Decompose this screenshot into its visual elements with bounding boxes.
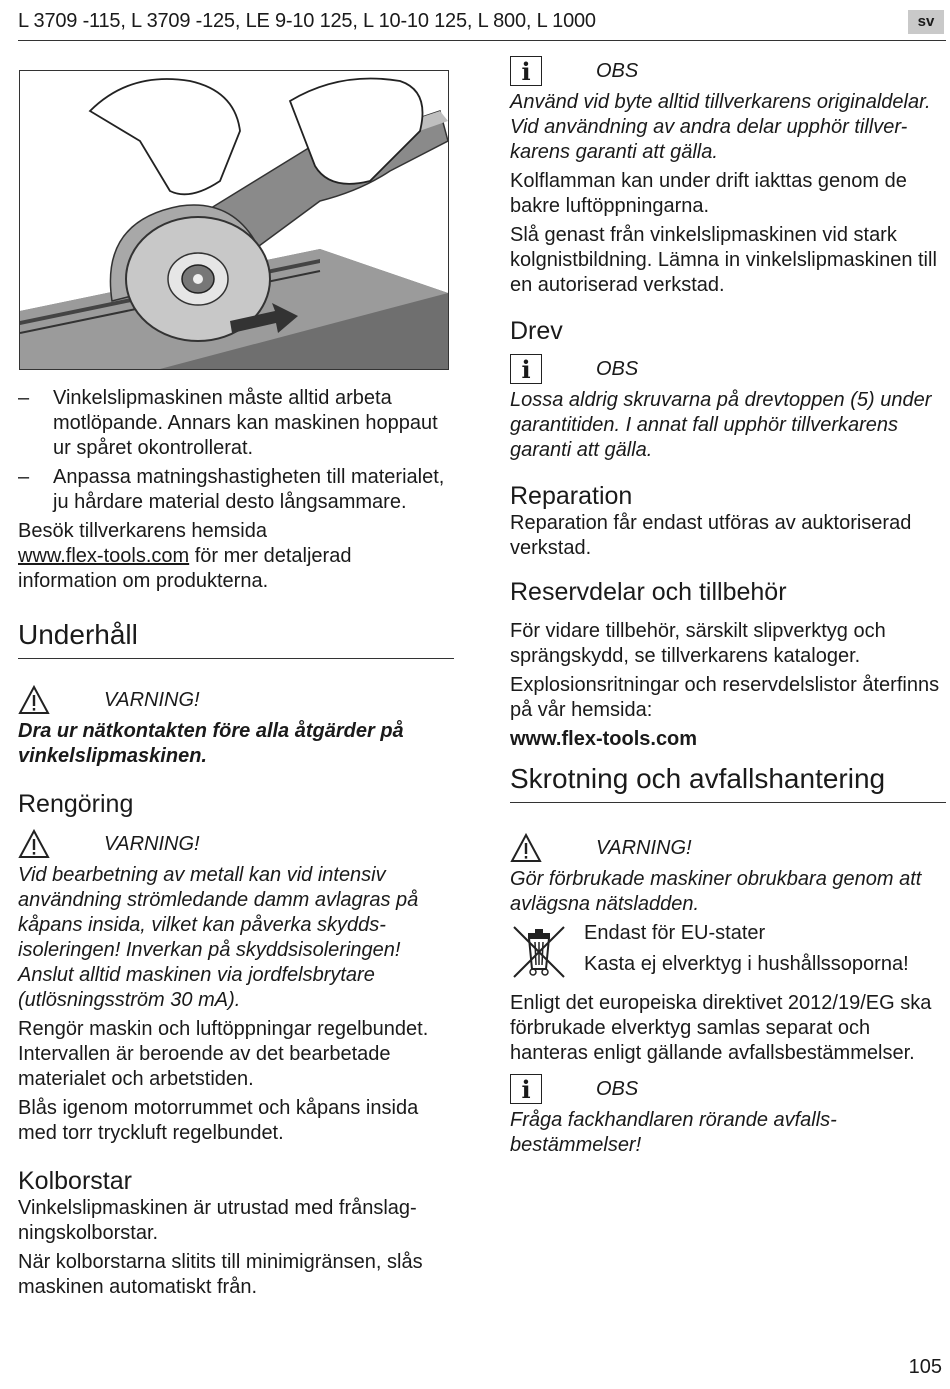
eu-disposal-text: [584, 921, 909, 981]
disposal-note-row: [510, 1074, 946, 1104]
dash-bullet: –: [18, 466, 30, 488]
gear-note-row: [510, 354, 946, 384]
cleaning-paragraph-1: Rengör maskin och luftöppningar regelbundet. Intervallen är beroende av det bearbetade materialet och arbetstiden.: [18, 1018, 429, 1090]
note-label: OBS: [596, 1077, 639, 1100]
warning-label: VARNING!: [596, 836, 692, 859]
note-label: OBS: [596, 59, 639, 82]
dash-bullet: –: [18, 387, 30, 409]
crossed-out-wheelie-bin-icon: [510, 921, 568, 979]
gear-heading: Drev: [510, 317, 563, 345]
eu-only-line: Endast för EU-stater: [584, 922, 766, 944]
warning-icon: [18, 829, 50, 859]
info-icon: i: [510, 1074, 542, 1104]
note-label: OBS: [596, 357, 639, 380]
parts-paragraph-2: Explosionsritningar och reservdelslistor återfinns på vår hemsida:: [510, 674, 940, 721]
parts-paragraph-1: För vidare tillbehör, särskilt slipverktyg och sprängskydd, se tillverkarens kataloger.: [510, 620, 886, 667]
brushes-paragraph-2: När kolborstarna slitits till minimigränsen, slås maskinen automatiskt från.: [18, 1251, 423, 1298]
maintenance-warning-row: [18, 685, 454, 715]
parts-heading: Reservdelar och tillbehör: [510, 578, 787, 606]
brush-spark-warning-paragraph: Slå genast från vinkelslipmaskinen vid stark kolgnistbildning. Lämna in vinkelslipmaskinen till en autoriserad verkstad.: [510, 224, 937, 296]
repair-heading: Reparation: [510, 482, 633, 510]
brushes-heading: Kolborstar: [18, 1167, 132, 1195]
disposal-note-text: Fråga fackhandlaren rörande avfalls-bestämmelser!: [510, 1109, 837, 1156]
cleaning-paragraph-2: Blås igenom motorrummet och kåpans insida med torr tryckluft regelbundet.: [18, 1097, 419, 1144]
cleaning-warning-row: [18, 829, 454, 859]
cleaning-heading: Rengöring: [18, 790, 134, 818]
warning-label: VARNING!: [104, 688, 200, 711]
maintenance-warning-text: Dra ur nätkontakten före alla åtgärder på vinkelslipmaskinen.: [18, 720, 404, 767]
instruction-list: [18, 386, 454, 515]
disposal-heading: Skrotning och avfallshantering: [510, 762, 946, 803]
language-badge: sv: [908, 10, 944, 34]
warning-label: VARNING!: [104, 832, 200, 855]
list-item-text: Vinkelslipmaskinen måste alltid arbeta motlöpande. Annars kan maskinen hoppaut ur spåret okontrollerat.: [53, 387, 438, 459]
brush-spark-paragraph: Kolflamman kan under drift iakttas genom de bakre luftöppningarna.: [510, 170, 907, 217]
list-item: [18, 386, 454, 461]
disposal-warning-text: Gör förbrukade maskiner obrukbara genom att avlägsna nätsladden.: [510, 868, 922, 915]
website-link[interactable]: www.flex-tools.com: [18, 545, 190, 567]
page-number: 105: [908, 1356, 942, 1378]
maintenance-heading: Underhåll: [18, 618, 454, 659]
household-waste-line: Kasta ej elverktyg i hushållssoporna!: [584, 953, 909, 975]
warning-icon: [510, 833, 542, 863]
gear-note-text: Lossa aldrig skruvarna på drevtoppen (5) under garantitiden. I annat fall upphör tillverkarens garanti att gälla.: [510, 389, 932, 461]
parts-url[interactable]: www.flex-tools.com: [510, 728, 698, 750]
header-title: L 3709 -115, L 3709 -125, LE 9-10 125, L 10-10 125, L 800, L 1000: [18, 10, 596, 32]
angle-grinder-drawing: [20, 71, 448, 369]
left-column: [18, 70, 454, 1304]
eu-disposal-row: [510, 921, 946, 981]
visit-prefix: Besök tillverkarens hemsida: [18, 520, 267, 542]
page-header: [18, 8, 946, 41]
list-item: [18, 465, 454, 515]
note-text: Använd vid byte alltid tillverkarens originaldelar. Vid användning av andra delar upphör tillver-karens garanti att gälla.: [510, 91, 931, 163]
disposal-warning-row: [510, 833, 946, 863]
visit-website-paragraph: [18, 519, 454, 594]
list-item-text: Anpassa matningshastigheten till materialet, ju hårdare material desto långsammare.: [53, 466, 445, 513]
info-icon: i: [510, 56, 542, 86]
right-column: [510, 56, 946, 1162]
angle-grinder-illustration: [19, 70, 449, 370]
brushes-paragraph-1: Vinkelslipmaskinen är utrustad med frånslag-ningskolborstar.: [18, 1197, 417, 1244]
cleaning-warning-text: Vid bearbetning av metall kan vid intensiv användning strömledande damm avlagras på kåpans insida, vilket kan påverka skydds-isoleringen! Inverkan på skyddsisoleringen! Anslut alltid maskinen via jordfelsbrytare (utlösningsström 30 mA).: [18, 864, 419, 1011]
visit-suffix: för mer detaljerad information om produkterna.: [18, 545, 352, 592]
repair-text: Reparation får endast utföras av auktoriserad verkstad.: [510, 512, 912, 559]
info-icon: i: [510, 354, 542, 384]
directive-paragraph: Enligt det europeiska direktivet 2012/19/EG ska förbrukade elverktyg samlas separat och hanteras enligt gällande avfallsbestämmelser.: [510, 992, 932, 1064]
warning-icon: [18, 685, 50, 715]
note-row: [510, 56, 946, 86]
